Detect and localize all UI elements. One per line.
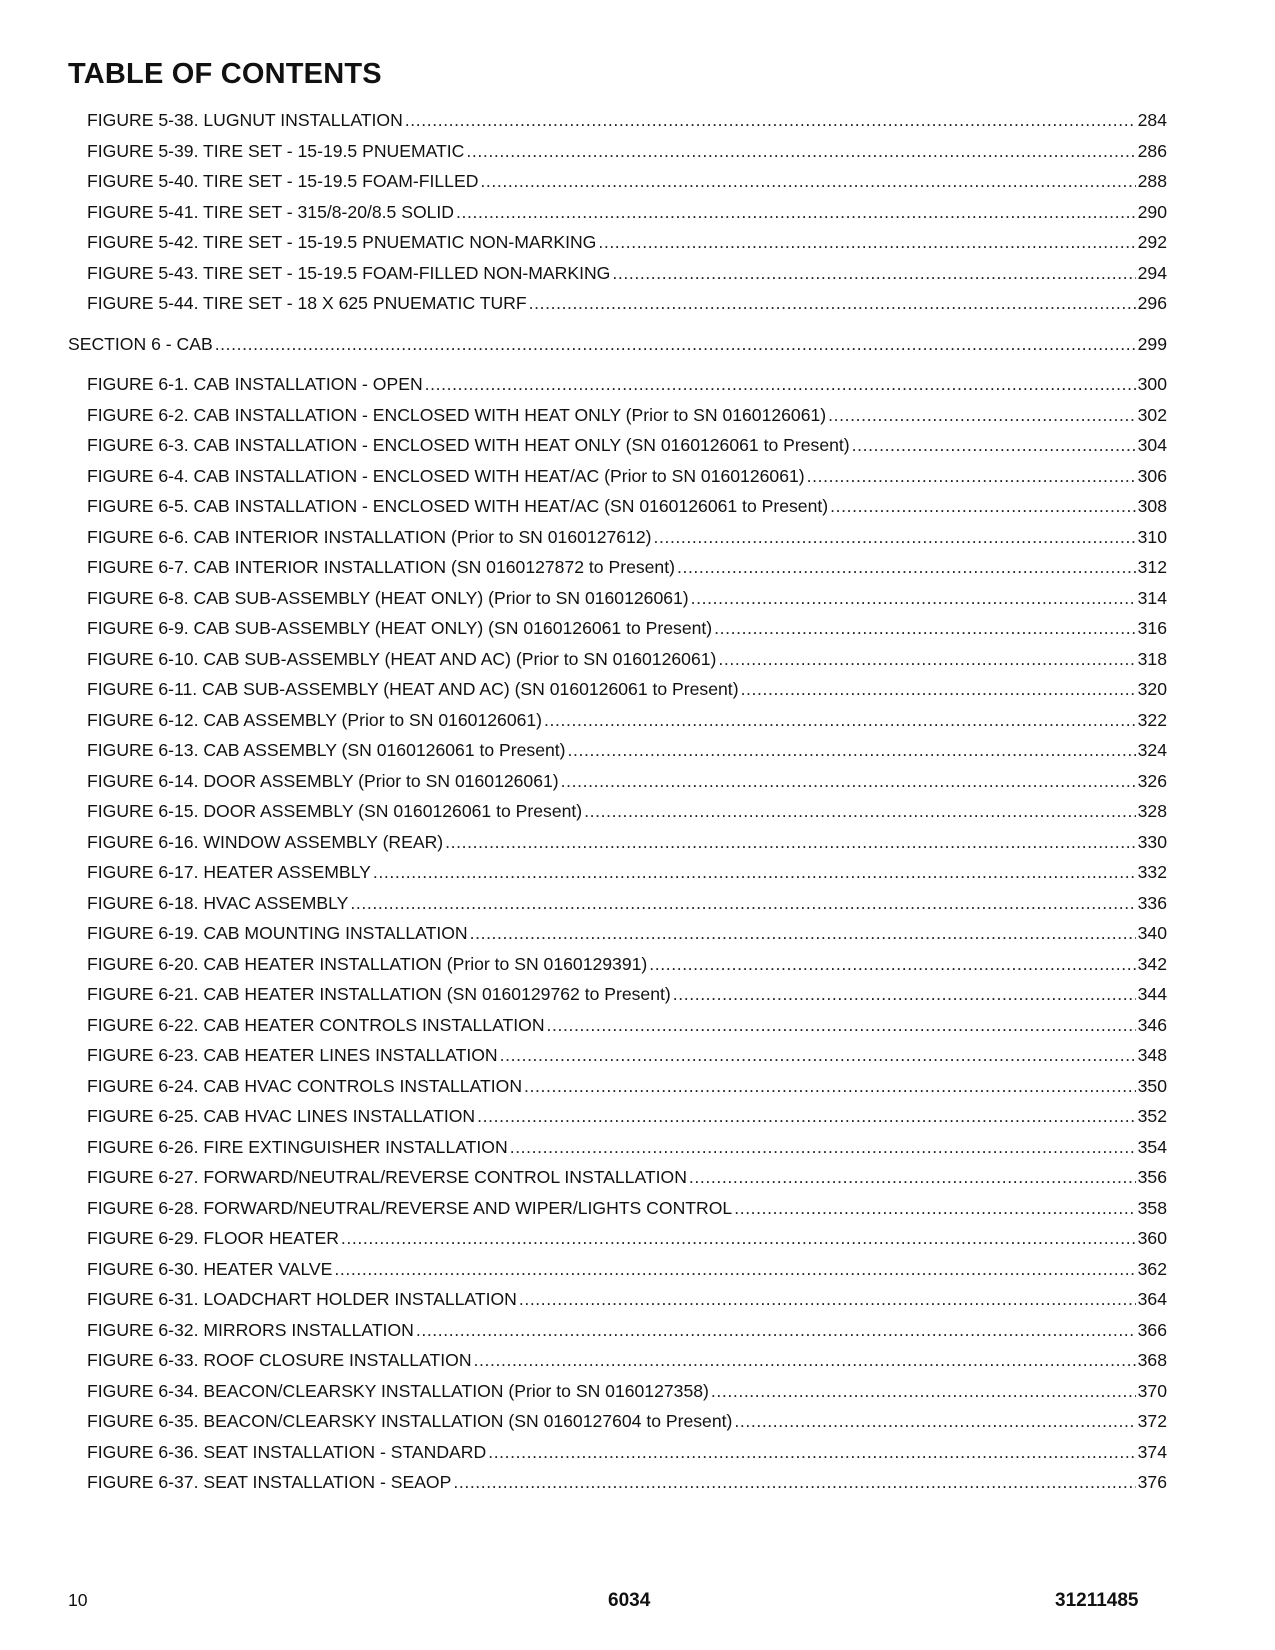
toc-figure-entry <box>87 140 1167 162</box>
toc-leader-dots <box>568 739 1136 761</box>
toc-entry-label: FIGURE 6-17. HEATER ASSEMBLY <box>87 862 371 882</box>
toc-entry-page: 302 <box>1137 404 1167 425</box>
toc-figure-entry <box>87 1258 1167 1280</box>
toc-leader-dots <box>807 465 1136 487</box>
toc-entry-page: 288 <box>1137 171 1167 191</box>
toc-section-entry <box>68 333 1167 355</box>
toc-entry-page: 304 <box>1137 435 1167 455</box>
toc-leader-dots <box>649 953 1135 975</box>
toc-entry-page: 299 <box>1137 333 1167 354</box>
toc-figure-entry <box>87 831 1167 853</box>
toc-entry-label: FIGURE 5-38. LUGNUT INSTALLATION <box>87 110 403 130</box>
page-title: TABLE OF CONTENTS <box>68 58 382 90</box>
toc-entry-page: 362 <box>1137 1258 1167 1279</box>
toc-entry-label: FIGURE 6-33. ROOF CLOSURE INSTALLATION <box>87 1350 472 1370</box>
toc-entry-label: FIGURE 6-5. CAB INSTALLATION - ENCLOSED WITH HEAT/AC (SN 0160126061 to Present) <box>87 496 829 516</box>
toc-figure-entry <box>87 373 1167 395</box>
toc-leader-dots <box>547 1014 1136 1036</box>
toc-entry-label: FIGURE 6-6. CAB INTERIOR INSTALLATION (Prior to SN 0160127612) <box>87 526 652 547</box>
toc-leader-dots <box>425 373 1136 395</box>
toc-figure-entry <box>87 1166 1167 1188</box>
toc-leader-dots <box>405 109 1136 131</box>
toc-entry-label: FIGURE 6-10. CAB SUB-ASSEMBLY (HEAT AND AC) (Prior to SN 0160126061) <box>87 648 717 669</box>
toc-entry-page: 348 <box>1137 1045 1167 1065</box>
toc-entry-page: 346 <box>1137 1014 1167 1035</box>
toc-figure-entry <box>87 709 1167 731</box>
toc-leader-dots <box>544 709 1136 731</box>
toc-entry-label: FIGURE 6-15. DOOR ASSEMBLY (SN 0160126061 to Present) <box>87 801 583 821</box>
toc-figure-entry <box>87 1288 1167 1310</box>
toc-figure-entry <box>87 1105 1167 1127</box>
toc-entry-label: FIGURE 6-3. CAB INSTALLATION - ENCLOSED WITH HEAT ONLY (SN 0160126061 to Present) <box>87 435 850 455</box>
toc-figure-entry <box>87 678 1167 700</box>
footer-page-number: 10 <box>68 1590 88 1610</box>
toc-entry-page: 330 <box>1137 831 1167 852</box>
toc-figure-entry <box>87 861 1167 883</box>
toc-figure-entry <box>87 231 1167 253</box>
toc-entry-label: FIGURE 6-4. CAB INSTALLATION - ENCLOSED WITH HEAT/AC (Prior to SN 0160126061) <box>87 465 805 486</box>
toc-entry-label: FIGURE 6-2. CAB INSTALLATION - ENCLOSED WITH HEAT ONLY (Prior to SN 0160126061) <box>87 404 827 425</box>
toc-entry-label: FIGURE 6-25. CAB HVAC LINES INSTALLATION <box>87 1106 476 1126</box>
toc-entry-label: FIGURE 6-23. CAB HEATER LINES INSTALLATION <box>87 1045 498 1065</box>
toc-entry-label: FIGURE 6-9. CAB SUB-ASSEMBLY (HEAT ONLY) (SN 0160126061 to Present) <box>87 618 713 638</box>
toc-entry-label: FIGURE 6-28. FORWARD/NEUTRAL/REVERSE AND WIPER/LIGHTS CONTROL <box>87 1197 733 1218</box>
toc-figure-entry <box>87 1044 1167 1066</box>
toc-figure-entry <box>87 109 1167 131</box>
toc-entry-label: FIGURE 6-16. WINDOW ASSEMBLY (REAR) <box>87 831 444 852</box>
toc-entry-label: FIGURE 6-12. CAB ASSEMBLY (Prior to SN 0160126061) <box>87 709 543 730</box>
toc-entry-page: 332 <box>1137 862 1167 882</box>
toc-entry-label: FIGURE 6-37. SEAT INSTALLATION - SEAOP <box>87 1472 452 1492</box>
toc-entry-page: 370 <box>1137 1380 1167 1401</box>
toc-figure-entry <box>87 526 1167 548</box>
toc-leader-dots <box>830 495 1136 517</box>
toc-figure-entry <box>87 983 1167 1005</box>
toc-leader-dots <box>529 292 1136 314</box>
toc-leader-dots <box>673 983 1136 1005</box>
toc-entry-label: FIGURE 6-24. CAB HVAC CONTROLS INSTALLATION <box>87 1075 523 1096</box>
toc-entry-page: 354 <box>1137 1136 1167 1157</box>
toc-entry-page: 300 <box>1137 374 1167 394</box>
toc-entry-page: 290 <box>1137 201 1167 222</box>
toc-entry-label: FIGURE 6-32. MIRRORS INSTALLATION <box>87 1319 414 1340</box>
toc-leader-dots <box>480 170 1135 192</box>
toc-entry-page: 286 <box>1137 140 1167 161</box>
toc-entry-page: 316 <box>1137 618 1167 638</box>
toc-figure-entry <box>87 587 1167 609</box>
toc-leader-dots <box>519 1288 1136 1310</box>
toc-entry-page: 358 <box>1137 1197 1167 1218</box>
toc-leader-dots <box>373 861 1136 883</box>
toc-entry-label: FIGURE 6-20. CAB HEATER INSTALLATION (Prior to SN 0160129391) <box>87 953 648 974</box>
toc-entry-label: FIGURE 5-44. TIRE SET - 18 X 625 PNUEMATIC TURF <box>87 293 527 313</box>
toc-figure-entry <box>87 1014 1167 1036</box>
toc-leader-dots <box>350 892 1135 914</box>
toc-entry-page: 342 <box>1137 953 1167 974</box>
toc-entry-label: FIGURE 6-1. CAB INSTALLATION - OPEN <box>87 374 423 394</box>
toc-entry-label: FIGURE 5-39. TIRE SET - 15-19.5 PNUEMATIC <box>87 140 465 161</box>
toc-leader-dots <box>456 201 1136 223</box>
toc-leader-dots <box>334 1258 1135 1280</box>
toc-entry-page: 312 <box>1137 557 1167 577</box>
toc-figure-entry <box>87 1349 1167 1371</box>
toc-entry-page: 292 <box>1137 232 1167 252</box>
toc-entry-label: FIGURE 6-19. CAB MOUNTING INSTALLATION <box>87 923 468 943</box>
toc-leader-dots <box>718 648 1135 670</box>
toc-leader-dots <box>561 770 1136 792</box>
toc-entry-page: 320 <box>1137 679 1167 699</box>
toc-figure-entry <box>87 1441 1167 1463</box>
toc-leader-dots <box>691 587 1136 609</box>
toc-entry-label: FIGURE 5-43. TIRE SET - 15-19.5 FOAM-FILLED NON-MARKING <box>87 262 611 283</box>
toc-leader-dots <box>215 333 1136 355</box>
toc-leader-dots <box>477 1105 1136 1127</box>
toc-figure-entry <box>87 739 1167 761</box>
toc-entry-label: FIGURE 6-31. LOADCHART HOLDER INSTALLATION <box>87 1289 517 1309</box>
toc-figure-entry <box>87 770 1167 792</box>
toc-figure-entry <box>87 556 1167 578</box>
toc-leader-dots <box>470 922 1136 944</box>
toc-entry-page: 376 <box>1137 1472 1167 1492</box>
toc-leader-dots <box>598 231 1135 253</box>
toc-entry-page: 326 <box>1137 770 1167 791</box>
toc-entry-label: FIGURE 6-7. CAB INTERIOR INSTALLATION (SN 0160127872 to Present) <box>87 557 675 577</box>
toc-leader-dots <box>584 800 1136 822</box>
toc-leader-dots <box>466 140 1135 162</box>
toc-leader-dots <box>677 556 1136 578</box>
toc-entry-label: FIGURE 6-14. DOOR ASSEMBLY (Prior to SN 0160126061) <box>87 770 559 791</box>
toc-entry-page: 322 <box>1137 709 1167 730</box>
toc-leader-dots <box>711 1380 1136 1402</box>
toc-entry-label: FIGURE 6-13. CAB ASSEMBLY (SN 0160126061 to Present) <box>87 740 566 760</box>
toc-entry-label: FIGURE 5-41. TIRE SET - 315/8-20/8.5 SOLID <box>87 201 455 222</box>
toc-figure-entry <box>87 1075 1167 1097</box>
toc-entry-label: FIGURE 6-11. CAB SUB-ASSEMBLY (HEAT AND AC) (SN 0160126061 to Present) <box>87 679 739 699</box>
toc-entry-page: 308 <box>1137 496 1167 516</box>
toc-entry-label: FIGURE 6-34. BEACON/CLEARSKY INSTALLATION (Prior to SN 0160127358) <box>87 1380 709 1401</box>
toc-figure-entry <box>87 1227 1167 1249</box>
toc-figure-entry <box>87 1197 1167 1219</box>
toc-figure-entry <box>87 404 1167 426</box>
toc-entry-page: 294 <box>1137 262 1167 283</box>
toc-leader-dots <box>734 1197 1135 1219</box>
toc-entry-label: FIGURE 6-35. BEACON/CLEARSKY INSTALLATION (SN 0160127604 to Present) <box>87 1411 733 1431</box>
toc-entry-page: 306 <box>1137 465 1167 486</box>
toc-leader-dots <box>510 1136 1136 1158</box>
toc-leader-dots <box>852 434 1136 456</box>
toc-leader-dots <box>524 1075 1136 1097</box>
toc-leader-dots <box>689 1166 1136 1188</box>
toc-figure-entry <box>87 170 1167 192</box>
toc-entry-label: FIGURE 6-36. SEAT INSTALLATION - STANDARD <box>87 1441 487 1462</box>
toc-figure-entry <box>87 648 1167 670</box>
toc-figure-entry <box>87 292 1167 314</box>
toc-entry-label: FIGURE 5-40. TIRE SET - 15-19.5 FOAM-FILLED <box>87 171 479 191</box>
toc-entry-label: FIGURE 6-29. FLOOR HEATER <box>87 1228 339 1248</box>
toc-leader-dots <box>734 1410 1135 1432</box>
toc-entry-page: 360 <box>1137 1228 1167 1248</box>
toc-entry-page: 350 <box>1137 1075 1167 1096</box>
toc-entry-page: 296 <box>1137 293 1167 313</box>
toc-figure-entry <box>87 892 1167 914</box>
toc-entry-page: 364 <box>1137 1289 1167 1309</box>
footer-doc-number: 31211485 <box>1055 1590 1139 1611</box>
toc-figure-entry <box>87 1410 1167 1432</box>
toc-leader-dots <box>653 526 1135 548</box>
toc-figure-entry <box>87 262 1167 284</box>
toc-entry-page: 340 <box>1137 923 1167 943</box>
toc-entry-page: 366 <box>1137 1319 1167 1340</box>
toc-entry-page: 374 <box>1137 1441 1167 1462</box>
toc-leader-dots <box>445 831 1135 853</box>
toc-entry-page: 318 <box>1137 648 1167 669</box>
toc-leader-dots <box>453 1471 1135 1493</box>
toc-leader-dots <box>612 262 1135 284</box>
toc-entry-page: 356 <box>1137 1167 1167 1187</box>
toc-entry-label: FIGURE 6-30. HEATER VALVE <box>87 1258 333 1279</box>
toc-entry-page: 328 <box>1137 801 1167 821</box>
toc-figure-entry <box>87 617 1167 639</box>
toc-entry-page: 314 <box>1137 587 1167 608</box>
toc-entry-label: FIGURE 6-21. CAB HEATER INSTALLATION (SN 0160129762 to Present) <box>87 984 671 1004</box>
toc-leader-dots <box>714 617 1135 639</box>
toc-entry-page: 324 <box>1137 740 1167 760</box>
toc-figure-entry <box>87 201 1167 223</box>
toc-entry-page: 368 <box>1137 1350 1167 1370</box>
toc-entry-page: 336 <box>1137 892 1167 913</box>
toc-entry-label: FIGURE 6-27. FORWARD/NEUTRAL/REVERSE CONTROL INSTALLATION <box>87 1167 687 1187</box>
toc-entry-label: FIGURE 6-8. CAB SUB-ASSEMBLY (HEAT ONLY) (Prior to SN 0160126061) <box>87 587 689 608</box>
toc-leader-dots <box>500 1044 1136 1066</box>
toc-figure-entry <box>87 953 1167 975</box>
toc-figure-entry <box>87 434 1167 456</box>
toc-entry-label: FIGURE 6-26. FIRE EXTINGUISHER INSTALLATION <box>87 1136 508 1157</box>
toc-entry-label: FIGURE 6-18. HVAC ASSEMBLY <box>87 892 349 913</box>
toc-leader-dots <box>741 678 1136 700</box>
toc-leader-dots <box>828 404 1135 426</box>
toc-entry-page: 310 <box>1137 526 1167 547</box>
toc-entry-page: 344 <box>1137 984 1167 1004</box>
footer-model: 6034 <box>608 1590 651 1611</box>
toc-entry-label: SECTION 6 - CAB <box>68 333 213 354</box>
toc-figure-entry <box>87 1471 1167 1493</box>
toc-figure-entry <box>87 495 1167 517</box>
toc-figure-entry <box>87 1380 1167 1402</box>
toc-entry-page: 284 <box>1137 110 1167 130</box>
toc-entry-page: 372 <box>1137 1411 1167 1431</box>
toc-figure-entry <box>87 922 1167 944</box>
toc-leader-dots <box>416 1319 1136 1341</box>
toc-figure-entry <box>87 1136 1167 1158</box>
toc-entry-page: 352 <box>1137 1106 1167 1126</box>
toc-figure-entry <box>87 1319 1167 1341</box>
toc-entry-label: FIGURE 5-42. TIRE SET - 15-19.5 PNUEMATIC NON-MARKING <box>87 232 597 252</box>
toc-entry-label: FIGURE 6-22. CAB HEATER CONTROLS INSTALLATION <box>87 1014 545 1035</box>
toc-figure-entry <box>87 800 1167 822</box>
toc-leader-dots <box>341 1227 1136 1249</box>
toc-figure-entry <box>87 465 1167 487</box>
toc-leader-dots <box>488 1441 1135 1463</box>
toc-leader-dots <box>474 1349 1136 1371</box>
